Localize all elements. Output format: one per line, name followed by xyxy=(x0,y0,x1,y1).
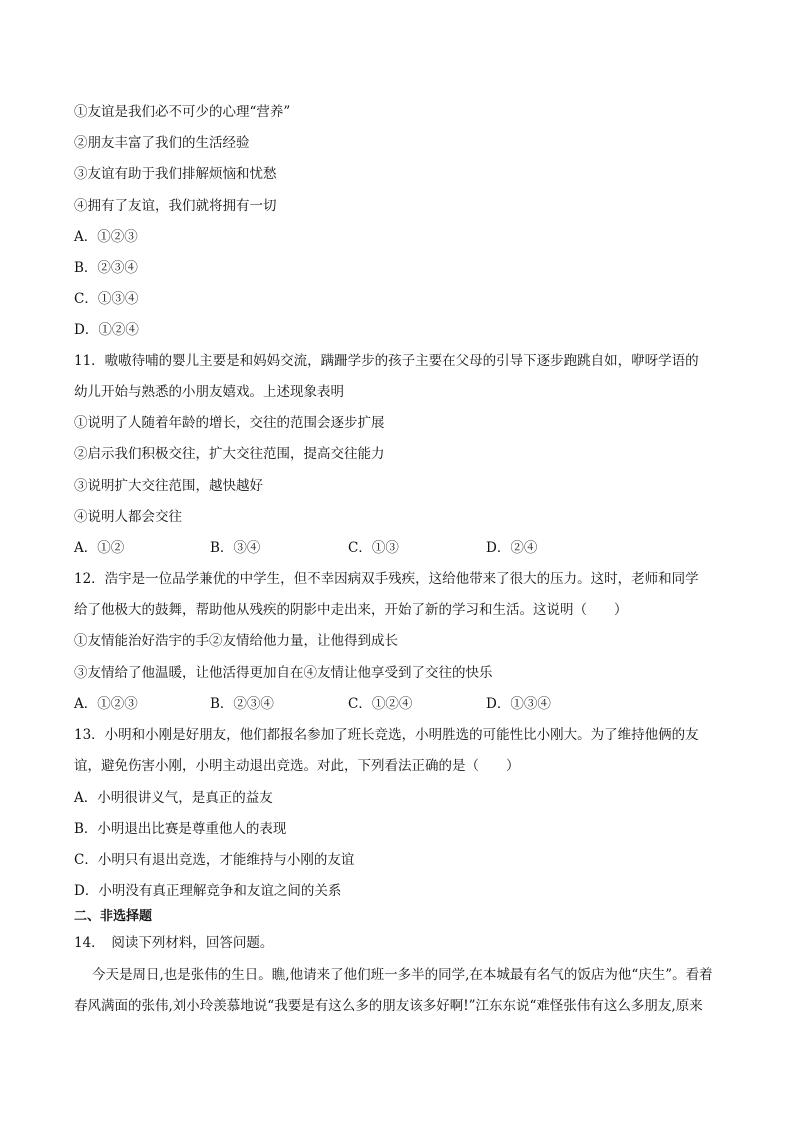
q11-item-1: ①说明了人随着年龄的增长，交往的范围会逐步扩展 xyxy=(74,415,385,431)
q11-item-3: ③说明扩大交往范围，越快越好 xyxy=(74,478,263,494)
q10-item-2: ②朋友丰富了我们的生活经验 xyxy=(74,135,250,151)
q11-option-a: A．①② xyxy=(74,540,125,556)
q10-option-d: D．①②④ xyxy=(74,322,139,338)
section-heading: 二、非选择题 xyxy=(74,909,153,924)
q10-option-b: B．②③④ xyxy=(74,260,138,276)
q11-stem-line-1: 11．嗷嗷待哺的婴儿主要是和妈妈交流，蹒跚学步的孩子主要在父母的引导下逐步跑跳自如，咿呀学语的 xyxy=(74,353,699,369)
q12-item-2: ③友情给了他温暖，让他活得更加自在④友情让他享受到了交往的快乐 xyxy=(74,665,493,681)
q12-option-c: C．①②④ xyxy=(348,696,413,712)
q10-item-4: ④拥有了友谊，我们就将拥有一切 xyxy=(74,198,277,214)
q13-option-a: A．小明很讲义气，是真正的益友 xyxy=(74,790,273,806)
q12-option-d: D．①③④ xyxy=(486,696,551,712)
q12-stem-line-1: 12．浩宇是一位品学兼优的中学生，但不幸因病双手残疾，这给他带来了很大的压力。这时，老师和同学 xyxy=(74,571,699,587)
q13-stem-line-2: 谊，避免伤害小刚，小明主动退出竞选。对此，下列看法正确的是（ ） xyxy=(74,758,520,774)
q12-option-a: A．①②③ xyxy=(74,696,138,712)
q13-stem-line-1: 13．小明和小刚是好朋友，他们都报名参加了班长竞选，小明胜选的可能性比小刚大。为了维持他俩的友 xyxy=(74,727,699,743)
q10-option-a: A．①②③ xyxy=(74,229,138,245)
q10-option-c: C．①③④ xyxy=(74,291,139,307)
q10-item-3: ③友谊有助于我们排解烦恼和忧愁 xyxy=(74,166,277,182)
q11-item-4: ④说明人都会交往 xyxy=(74,509,182,525)
q10-item-1: ①友谊是我们必不可少的心理“营养” xyxy=(74,104,291,120)
q13-option-d: D．小明没有真正理解竞争和友谊之间的关系 xyxy=(74,883,342,899)
q12-option-b: B．②③④ xyxy=(210,696,274,712)
q11-item-2: ②启示我们积极交往，扩大交往范围，提高交往能力 xyxy=(74,446,385,462)
q11-option-b: B．③④ xyxy=(210,540,261,556)
q13-option-b: B．小明退出比赛是尊重他人的表现 xyxy=(74,821,287,837)
q11-option-d: D．②④ xyxy=(486,540,538,556)
q14-material-line-1: 今天是周日,也是张伟的生日。瞧,他请来了他们班一多半的同学,在本城最有名气的饭店为他“庆生”。看着 xyxy=(92,967,713,983)
q14-material-line-2: 春风满面的张伟,刘小玲羡慕地说“我要是有这么多的朋友该多好啊!”江东东说“难怪张伟有这么多朋友,原来 xyxy=(74,998,703,1014)
q11-option-c: C．①③ xyxy=(348,540,399,556)
q13-option-c: C．小明只有退出竞选，才能维持与小刚的友谊 xyxy=(74,852,355,868)
q11-stem-line-2: 幼儿开始与熟悉的小朋友嬉戏。上述现象表明 xyxy=(74,384,344,400)
q14-stem: 14． 阅读下列材料，回答问题。 xyxy=(74,935,274,951)
q12-stem-line-2: 给了他极大的鼓舞，帮助他从残疾的阴影中走出来，开始了新的学习和生活。这说明（ ） xyxy=(74,602,628,618)
q12-item-1: ①友情能治好浩宇的手②友情给他力量，让他得到成长 xyxy=(74,633,398,649)
